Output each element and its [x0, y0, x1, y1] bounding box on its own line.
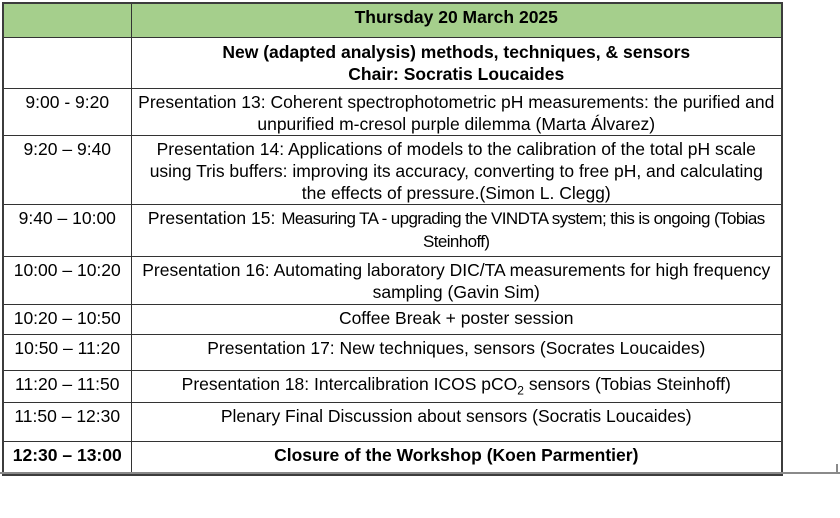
- session-spacer-cell: [3, 37, 131, 88]
- presentation-cell: Presentation 16: Automating laboratory DIC/TA measurements for high frequency sampling (Gavin Sim): [131, 256, 782, 304]
- time-cell: 11:20 – 11:50: [3, 370, 131, 402]
- schedule-row-closure: [3, 441, 782, 475]
- page-title: Thursday 20 March 2025: [131, 3, 782, 37]
- date-spacer-cell: [3, 3, 131, 37]
- schedule-row: [3, 88, 782, 135]
- schedule-row: [3, 256, 782, 304]
- outer-table-right-edge: [836, 464, 838, 474]
- presentation-title-prefix: Presentation 18: Intercalibration ICOS pCO: [181, 373, 518, 394]
- schedule-table: [2, 2, 783, 476]
- closure-cell: Closure of the Workshop (Koen Parmentier): [131, 441, 782, 475]
- plenary-discussion-cell: Plenary Final Discussion about sensors (Socratis Loucaides): [131, 402, 782, 441]
- time-cell: 12:30 – 13:00: [3, 441, 131, 475]
- schedule-row: [3, 135, 782, 204]
- outer-table-bottom-edge: [0, 472, 840, 474]
- session-header-cell: [131, 37, 782, 88]
- schedule-row: [3, 402, 782, 441]
- session-title-line1: New (adapted analysis) methods, techniques, & sensors: [222, 41, 691, 62]
- presentation-cell: Presentation 17: New techniques, sensors (Socrates Loucaides): [131, 334, 782, 370]
- schedule-row: [3, 304, 782, 334]
- presentation-title-suffix: sensors (Tobias Steinhoff): [523, 373, 731, 394]
- schedule-row: [3, 334, 782, 370]
- coffee-break-cell: Coffee Break + poster session: [131, 304, 782, 334]
- date-header-row: [3, 3, 782, 37]
- time-cell: 10:20 – 10:50: [3, 304, 131, 334]
- session-chair-line: Chair: Socratis Loucaides: [348, 63, 565, 84]
- time-cell: 9:40 – 10:00: [3, 204, 131, 256]
- presentation-title-prefix: Presentation 15:: [147, 207, 276, 228]
- presentation-cell: [131, 370, 782, 402]
- presentation-cell: Presentation 13: Coherent spectrophotometric pH measurements: the purified and unpurified m-cresol purple dilemma (Marta Álvarez): [131, 88, 782, 135]
- presentation-cell: [131, 204, 782, 256]
- presentation-title-condensed: Measuring TA - upgrading the VINDTA system; this is ongoing (Tobias Steinhoff): [281, 208, 765, 251]
- time-cell: 11:50 – 12:30: [3, 402, 131, 441]
- session-header-row: [3, 37, 782, 88]
- schedule-row: [3, 204, 782, 256]
- presentation-cell: Presentation 14: Applications of models to the calibration of the total pH scale using Tris buffers: improving its accuracy, converting to free pH, and calculating the effects of pressure.(Simon L. Clegg): [131, 135, 782, 204]
- subscript-2: 2: [517, 383, 524, 397]
- time-cell: 10:00 – 10:20: [3, 256, 131, 304]
- time-cell: 9:00 - 9:20: [3, 88, 131, 135]
- schedule-row: [3, 370, 782, 402]
- time-cell: 9:20 – 9:40: [3, 135, 131, 204]
- time-cell: 10:50 – 11:20: [3, 334, 131, 370]
